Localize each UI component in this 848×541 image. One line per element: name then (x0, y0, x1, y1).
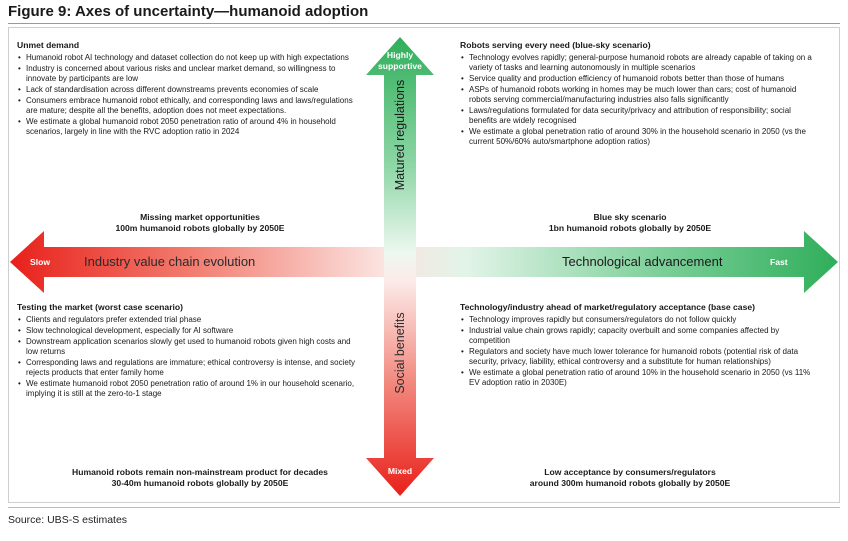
figure-title: Figure 9: Axes of uncertainty—humanoid adoption (8, 3, 369, 20)
bullet-item: • Downstream application scenarios slowly get used to humanoid robots given high costs and low returns (26, 337, 362, 357)
bullet-item: • Consumers embrace humanoid robot ethically, and corresponding laws and laws/regulations are mature; despite all the benefits, adoption does not meet expectations. (26, 96, 362, 116)
bullet-item: • Industry is concerned about various risks and unclear market demand, so willingness to innovate by participants are low (26, 64, 362, 84)
bullet-item: • We estimate a global penetration ratio of around 10% in the household scenario in 2050 (vs 11% EV adoption ratio in 2030E) (469, 368, 820, 388)
bullet-item: • We estimate a global penetration ratio of around 30% in the household scenario in 2050 (vs the current 50%/60% auto/smartphone adoption ratios) (469, 127, 820, 147)
bullet-item: • Service quality and production efficiency of humanoid robots better than those of humans (469, 74, 820, 84)
bullet-item: • We estimate a global humanoid robot 2050 penetration ratio of around 4% in household scenarios, largely in line with the RVC adoption ratio in 2024 (26, 117, 362, 137)
bullet-item: • Humanoid robot AI technology and dataset collection do not keep up with high expectations (26, 53, 362, 63)
quadrant-testing-the-market (17, 302, 362, 400)
bullet-item: • Clients and regulators prefer extended trial phase (26, 315, 362, 325)
quadrant-heading: Testing the market (worst case scenario) (17, 302, 184, 312)
bullet-item: • Industrial value chain grows rapidly; capacity overbuilt and some companies affected by competition (469, 326, 820, 346)
axis-technology-label: Technological advancement (562, 254, 723, 269)
bullet-item: • Technology evolves rapidly; general-purpose humanoid robots are already capable of taking on a variety of tasks and learning autonomously in multiple scenarios (469, 53, 820, 73)
bullet-list (17, 315, 362, 399)
quadrant-base-case (460, 302, 820, 389)
axis-matured-regulations-label: Matured regulations (393, 79, 407, 191)
quadrant-heading: Robots serving every need (blue-sky scenario) (460, 40, 651, 50)
axis-industry-label: Industry value chain evolution (84, 254, 256, 269)
scenario-caption-non-mainstream: Humanoid robots remain non-mainstream product for decades 30-40m humanoid robots globally by 2050E (72, 467, 328, 488)
bullet-item: • Laws/regulations formulated for data security/privacy and attribution of responsibility; social benefits are widely recognised (469, 106, 820, 126)
bullet-list (460, 53, 820, 147)
axis-fast-label: Fast (770, 257, 788, 267)
bullet-item: • We estimate humanoid robot 2050 penetration ratio of around 1% in our household scenario, implying it is still at the zero-to-1 stage (26, 379, 362, 399)
axis-slow-label: Slow (30, 257, 51, 267)
axis-mixed-label: Mixed (387, 466, 413, 476)
scenario-caption-missing-opportunities: Missing market opportunities 100m humanoid robots globally by 2050E (115, 212, 285, 233)
bullet-item: • Technology improves rapidly but consumers/regulators do not follow quickly (469, 315, 820, 325)
bullet-item: • Corresponding laws and regulations are immature; ethical controversy is intense, and society rejects products that enter family home (26, 358, 362, 378)
quadrant-heading: Technology/industry ahead of market/regulatory acceptance (base case) (460, 302, 755, 312)
bullet-item: • Regulators and society have much lower tolerance for humanoid robots (potential risk of data security, privacy, liability, ethical controversy and a substitute for human relationships) (469, 347, 820, 367)
bullet-item: • Slow technological development, especially for AI software (26, 326, 362, 336)
quadrant-blue-sky (460, 40, 820, 148)
footer-divider (8, 507, 840, 508)
bullet-item: • Lack of standardisation across different downstreams prevents economies of scale (26, 85, 362, 95)
quadrant-unmet-demand (17, 40, 362, 138)
bullet-item: • ASPs of humanoid robots working in homes may be much lower than cars; cost of humanoid robots serving commercial/manufacturing industries also falls significantly (469, 85, 820, 105)
axis-highly-supportive-label: Highly supportive (378, 50, 422, 71)
bullet-list (17, 53, 362, 137)
axis-social-benefits-label: Social benefits (393, 312, 407, 394)
scenario-caption-low-acceptance: Low acceptance by consumers/regulators around 300m humanoid robots globally by 2050E (529, 467, 731, 488)
source-note: Source: UBS-S estimates (8, 514, 128, 526)
scenario-caption-blue-sky: Blue sky scenario 1bn humanoid robots globally by 2050E (548, 212, 712, 233)
bullet-list (460, 315, 820, 388)
quadrant-heading: Unmet demand (17, 40, 80, 50)
